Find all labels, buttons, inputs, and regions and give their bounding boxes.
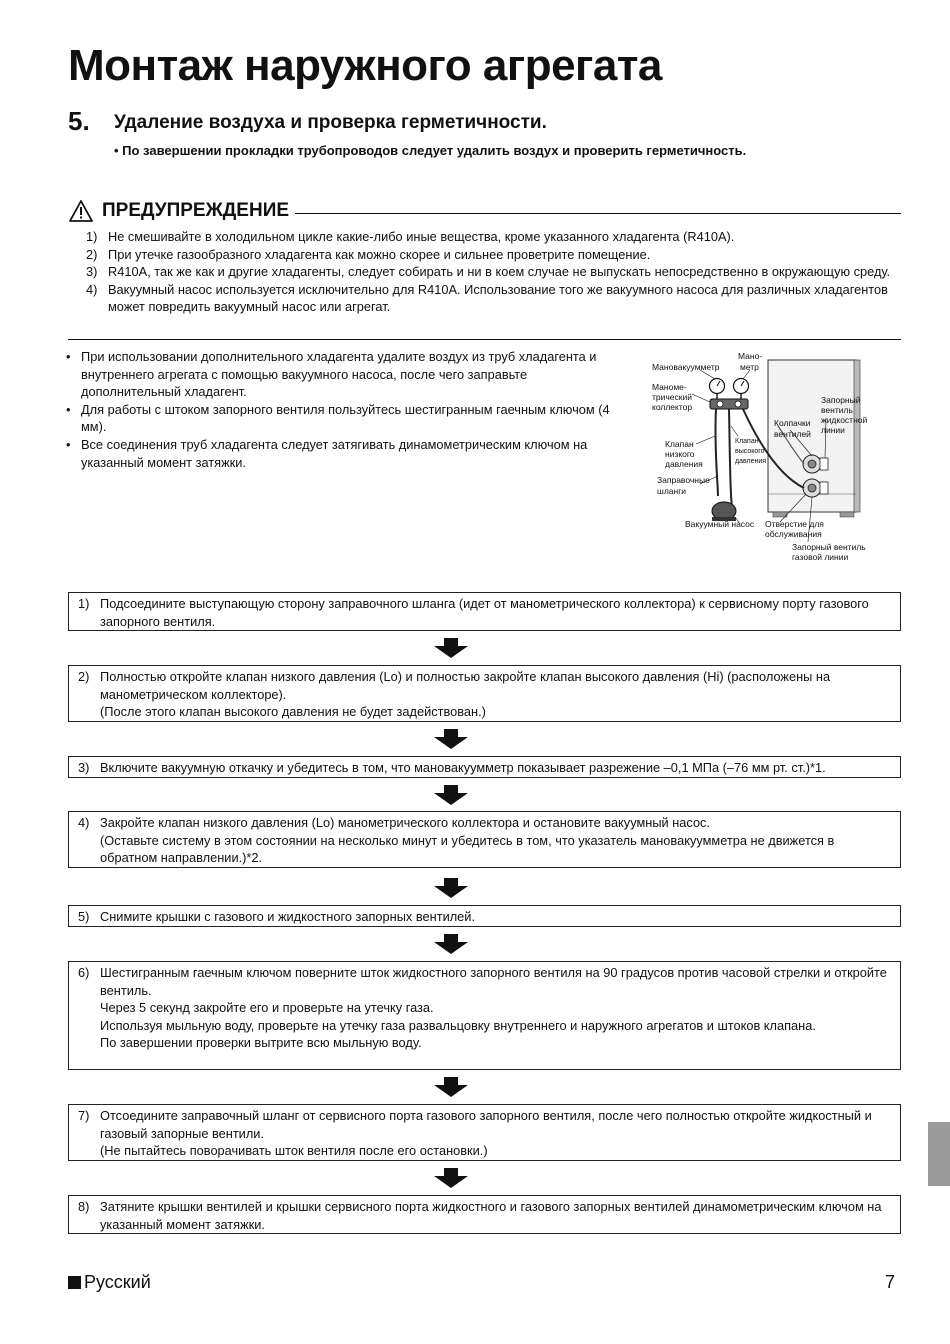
language-label: Русский <box>84 1272 151 1292</box>
down-arrow-icon <box>434 729 468 749</box>
warning-item-number: 2) <box>86 246 98 262</box>
step-box <box>68 961 901 1070</box>
label-high-valve: Клапан <box>735 438 759 445</box>
warning-icon <box>68 199 94 223</box>
label-low-valve: Клапан <box>665 439 694 449</box>
valve-cap <box>820 482 828 494</box>
charging-hose <box>729 409 732 506</box>
warning-list <box>86 228 901 316</box>
warning-title: ПРЕДУПРЕЖДЕНИЕ <box>102 200 290 221</box>
label-gas-valve: Запорный вентиль <box>792 542 866 552</box>
section-divider <box>68 339 901 340</box>
step-number: 8) <box>78 1199 90 1214</box>
step-number: 5) <box>78 909 90 924</box>
note-bullet: • <box>66 436 71 452</box>
warning-item <box>86 228 901 246</box>
label-hoses: шланги <box>657 486 687 496</box>
down-arrow-icon <box>434 878 468 898</box>
label-caps: вентилей <box>774 429 811 439</box>
step-number: 7) <box>78 1108 90 1123</box>
step-box <box>68 665 901 722</box>
label-gauge: Мано- <box>738 351 763 361</box>
label-vacuum-pump: Вакуумный насос <box>685 519 755 529</box>
step-text: Затяните крышки вентилей и крышки сервисного порта жидкостного и газового запорных вентилей динамометрическим ключом на указанный момент затяжки. <box>100 1199 882 1232</box>
warning-item-text: Вакуумный насос используется исключительно для R410A. Использование того же вакуумного насоса для различных хладагентов может повредить вакуумный насос или агрегат. <box>108 281 888 315</box>
label-manifold: трический <box>652 392 692 402</box>
manifold-body <box>710 399 748 409</box>
warning-header <box>68 198 901 224</box>
step-box <box>68 1104 901 1161</box>
step-text: Полностью откройте клапан низкого давления (Lo) и полностью закройте клапан высокого давления (Hi) (расположены на манометрическом коллекторе). (После этого клапан высокого давления не будет задействован.) <box>100 669 831 720</box>
note-text: При использовании дополнительного хладагента удалите воздух из труб хладагента и внутреннего агрегата с помощью вакуумного насоса, после чего заправьте дополнительный хладагент. <box>81 349 597 400</box>
outdoor-unit-side <box>854 360 860 512</box>
down-arrow-icon <box>434 785 468 805</box>
step-number: 3) <box>78 760 90 775</box>
warning-item-text: R410A, так же как и другие хладагенты, следует собирать и ни в коем случае не выпускать непосредственно в окружающую среду. <box>108 264 891 280</box>
label-low-valve: давления <box>665 459 703 469</box>
note-bullet: • <box>66 349 71 364</box>
label-high-valve: давления <box>735 458 767 465</box>
warning-item-text: При утечке газообразного хладагента как можно скорее и сильнее проветрите помещение. <box>108 246 651 262</box>
warning-item-text: Не смешивайте в холодильном цикле какие-либо иные вещества, кроме указанного хладагента (R410A). <box>108 229 735 244</box>
label-service-port: обслуживания <box>765 529 822 539</box>
step-box <box>68 905 901 927</box>
down-arrow-icon <box>434 934 468 954</box>
step-box <box>68 1195 901 1234</box>
step-box <box>68 811 901 868</box>
step-text: Шестигранным гаечным ключом поверните шток жидкостного запорного вентиля на 90 градусов против часовой стрелки и откройте вентиль. Через 5 секунд закройте его и проверьте на утечку газа. Используя мыльную воду, проверьте на утечку газа развальцовку внутреннего и наружного агрегатов и штоков клапана. По завершении проверки вытрите всю мыльную воду. <box>100 965 887 1051</box>
step-text: Отсоедините заправочный шланг от сервисного порта газового запорного вентиля, после чего полностью откройте жидкостный и газовый запорные вентили. (Не пытайтесь поворачивать шток вентиля после его остановки.) <box>100 1108 872 1159</box>
step-box <box>68 756 901 778</box>
warning-item <box>86 263 901 281</box>
section-bullet: • По завершении прокладки трубопроводов следует удалить воздух и проверить герметичность. <box>114 143 747 158</box>
warning-divider <box>295 213 901 214</box>
unit-foot <box>840 512 854 517</box>
label-low-valve: низкого <box>665 449 695 459</box>
note-item <box>66 436 616 471</box>
note-item <box>66 348 616 401</box>
label-service-port: Отверстие для <box>765 519 824 529</box>
low-valve-knob <box>717 401 723 407</box>
label-gauge: метр <box>740 362 759 372</box>
step-number: 6) <box>78 965 90 980</box>
down-arrow-icon <box>434 1168 468 1188</box>
high-valve-knob <box>735 401 741 407</box>
step-number: 4) <box>78 815 90 830</box>
label-hoses: Заправочные <box>657 475 710 485</box>
note-text: Все соединения труб хладагента следует затягивать динамометрическим ключом на указанный момент затяжки. <box>81 436 588 470</box>
warning-item-number: 3) <box>86 264 98 280</box>
down-arrow-icon <box>434 638 468 658</box>
label-manifold: коллектор <box>652 402 693 412</box>
label-manifold: Маноме- <box>652 382 687 392</box>
warning-item <box>86 246 901 264</box>
warning-item <box>86 281 901 316</box>
charging-hose <box>715 409 718 496</box>
note-text: Для работы с штоком запорного вентиля пользуйтесь шестигранным гаечным ключом (4 мм). <box>81 401 610 435</box>
label-liquid-valve: Запорный <box>821 395 861 405</box>
warning-item-number: 4) <box>86 281 98 297</box>
step-text: Подсоедините выступающую сторону заправочного шланга (идет от манометрического коллектора) к сервисному порту газового запорного вентиля. <box>100 596 869 629</box>
down-arrow-icon <box>434 1077 468 1097</box>
note-item <box>66 401 616 436</box>
step-text: Снимите крышки с газового и жидкостного запорных вентилей. <box>100 909 476 924</box>
unit-foot <box>773 512 787 517</box>
warning-item-number: 1) <box>86 229 98 244</box>
valve-cap <box>820 458 828 470</box>
step-text: Закройте клапан низкого давления (Lo) манометрического коллектора и остановите вакуумный насос. (Оставьте систему в этом состоянии на несколько минут и убедитесь в том, что указатель мановакуумметра не движется в обратном направлении.)*2. <box>100 815 835 866</box>
label-caps: Колпачки <box>774 418 811 428</box>
section-title: Удаление воздуха и проверка герметичности. <box>114 112 547 133</box>
label-high-valve: высокого <box>735 448 765 455</box>
vacuum-connection-diagram <box>640 346 900 568</box>
footer-language <box>68 1272 151 1293</box>
note-bullet: • <box>66 401 71 417</box>
step-text: Включите вакуумную откачку и убедитесь в том, что мановакуумметр показывает разрежение –0,1 МПа (–76 мм рт. ст.)*1. <box>100 760 826 775</box>
section-number: 5. <box>68 106 90 136</box>
label-gas-valve: газовой линии <box>792 552 849 562</box>
page-title: Монтаж наружного агрегата <box>68 41 662 90</box>
step-number: 1) <box>78 596 90 611</box>
label-liquid-valve: жидкостной <box>821 415 868 425</box>
side-tab-marker <box>928 1122 950 1186</box>
notes-list <box>66 348 616 471</box>
label-vacuum-gauge: Мановакуумметр <box>652 362 720 372</box>
label-liquid-valve: линии <box>821 425 845 435</box>
label-liquid-valve: вентиль <box>821 405 853 415</box>
step-number: 2) <box>78 669 90 684</box>
step-box <box>68 592 901 631</box>
square-bullet-icon <box>68 1276 81 1289</box>
page-number: 7 <box>885 1272 896 1292</box>
